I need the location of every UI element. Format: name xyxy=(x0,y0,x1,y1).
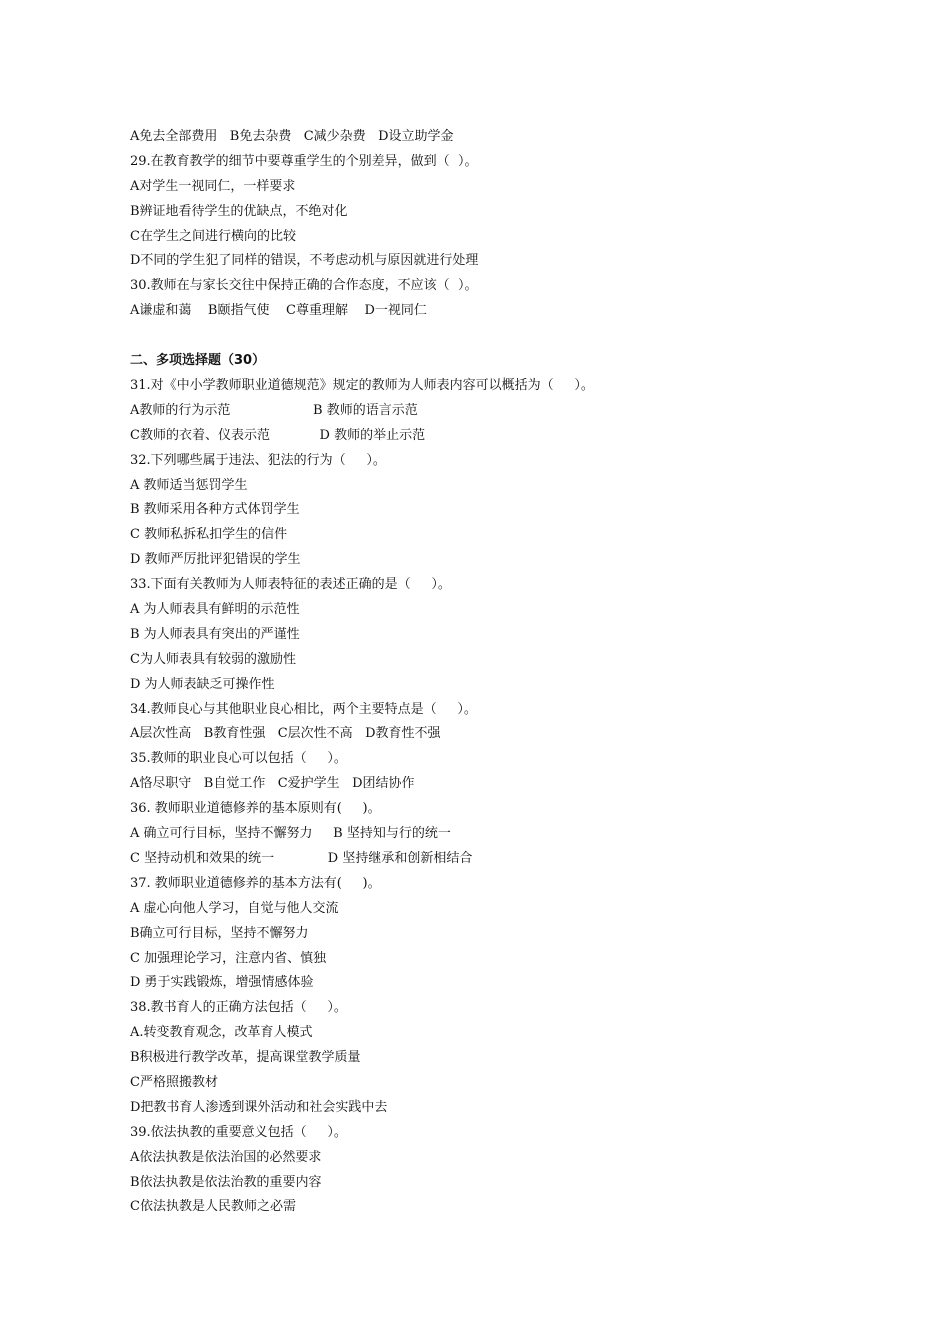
text-line: D把教书育人渗透到课外活动和社会实践中去 xyxy=(130,1099,388,1115)
text-line: D 为人师表缺乏可操作性 xyxy=(130,676,275,692)
text-line: 39.依法执教的重要意义包括（ ）。 xyxy=(130,1124,347,1140)
text-line: B依法执教是依法治教的重要内容 xyxy=(130,1174,322,1190)
text-line: C为人师表具有较弱的激励性 xyxy=(130,651,296,667)
text-line: A对学生一视同仁，一样要求 xyxy=(130,178,296,194)
text-line: A.转变教育观念，改革育人模式 xyxy=(130,1025,313,1041)
text-line: D 教师严厉批评犯错误的学生 xyxy=(130,552,301,568)
document-page xyxy=(130,125,850,1220)
text-line: C依法执教是人民教师之必需 xyxy=(130,1199,296,1215)
text-line: C 加强理论学习，注意内省、慎独 xyxy=(130,950,327,966)
text-line: A 确立可行目标，坚持不懈努力 B 坚持知与行的统一 xyxy=(130,826,451,842)
text-line: C教师的衣着、仪表示范 D 教师的举止示范 xyxy=(130,427,426,443)
text-line: A依法执教是依法治国的必然要求 xyxy=(130,1149,322,1165)
text-line: C 坚持动机和效果的统一 D 坚持继承和创新相结合 xyxy=(130,850,473,866)
text-line: C在学生之间进行横向的比较 xyxy=(130,228,296,244)
text-line: C 教师私拆私扣学生的信件 xyxy=(130,527,288,543)
text-line: C严格照搬教材 xyxy=(130,1074,218,1090)
text-line: 32.下列哪些属于违法、犯法的行为（ ）。 xyxy=(130,452,386,468)
text-line: A 教师适当惩罚学生 xyxy=(130,477,248,493)
text-line: A免去全部费用 B免去杂费 C减少杂费 D设立助学金 xyxy=(130,129,454,144)
text-line: 33.下面有关教师为人师表特征的表述正确的是（ ）。 xyxy=(130,577,451,593)
question-block-single-choice xyxy=(130,125,850,324)
text-line: 29.在教育教学的细节中要尊重学生的个别差异，做到（ ）。 xyxy=(130,153,478,169)
text-line: B辨证地看待学生的优缺点，不绝对化 xyxy=(130,203,348,219)
text-line: 38.教书育人的正确方法包括（ ）。 xyxy=(130,1000,347,1016)
text-line: 34.教师良心与其他职业良心相比，两个主要特点是（ ）。 xyxy=(130,701,477,717)
text-line: D不同的学生犯了同样的错误，不考虑动机与原因就进行处理 xyxy=(130,253,479,269)
question-block-multiple-choice xyxy=(130,374,850,1220)
text-line: 36. 教师职业道德修养的基本原则有( )。 xyxy=(130,801,381,817)
section-gap xyxy=(130,324,850,349)
text-line: A恪尽职守 B自觉工作 C爱护学生 D团结协作 xyxy=(130,776,415,792)
text-line: D 勇于实践锻炼，增强情感体验 xyxy=(130,975,314,991)
text-line: B 教师采用各种方式体罚学生 xyxy=(130,502,300,518)
text-line: A 为人师表具有鲜明的示范性 xyxy=(130,602,300,618)
text-line: B积极进行教学改革，提高课堂教学质量 xyxy=(130,1050,361,1066)
text-line: A教师的行为示范 B 教师的语言示范 xyxy=(130,402,418,418)
text-line: 30.教师在与家长交往中保持正确的合作态度，不应该（ ）。 xyxy=(130,278,478,294)
section-title: 二、多项选择题（30） xyxy=(130,353,266,369)
text-line: A谦虚和蔼 B颐指气使 C尊重理解 D一视同仁 xyxy=(130,303,427,319)
text-line: 31.对《中小学教师职业道德规范》规定的教师为人师表内容可以概括为（ ）。 xyxy=(130,378,594,394)
text-line: 35.教师的职业良心可以包括（ ）。 xyxy=(130,751,347,767)
text-line: A层次性高 B教育性强 C层次性不高 D教育性不强 xyxy=(130,726,441,742)
text-line: A 虚心向他人学习，自觉与他人交流 xyxy=(130,900,339,916)
text-line: B 为人师表具有突出的严谨性 xyxy=(130,626,300,642)
text-line: 37. 教师职业道德修养的基本方法有( )。 xyxy=(130,875,381,891)
text-line: B确立可行目标，坚持不懈努力 xyxy=(130,925,309,941)
